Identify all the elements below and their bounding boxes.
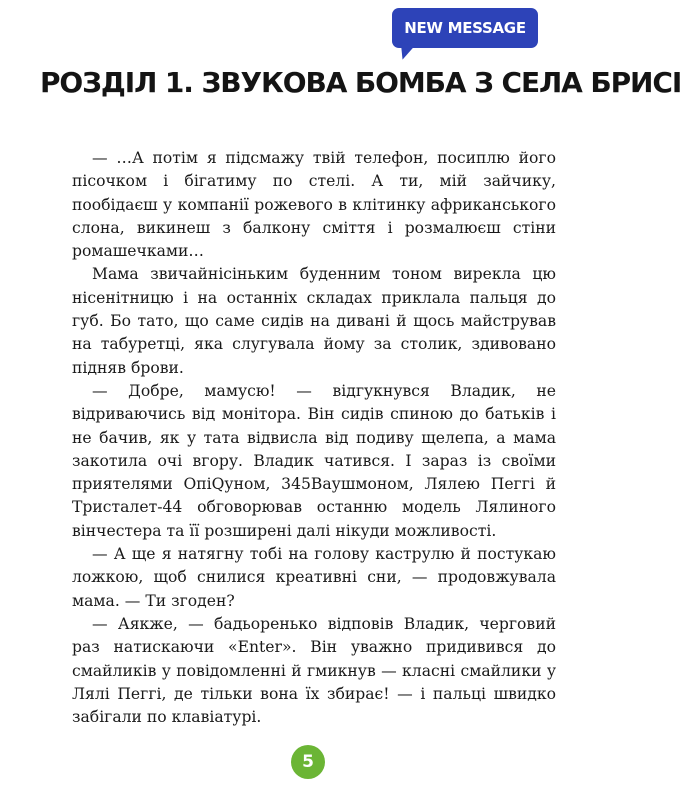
paragraph: — Добре, мамусю! — відгукнувся Владик, не відриваючись від монітора. Він сидів спиною до батьків і не бачив, як у тата відвисла від подиву щелепа, а мама закотила очі вгору. Владик чатився. І зараз із своїми приятелями ОпіQуном, 345Ваушмоном, Лялею Пеггі й Тристалет-44 обговорював останню модель Лялиного вінчестера та її розширені далі нікуди можливості.: [72, 381, 556, 540]
paragraph: Мама звичайнісіньким буденним тоном вирекла цю нісенітницю і на останніх складах приклала пальця до губ. Бо тато, що саме сидів на дивані й щось майстрував на табуретці, яка слугувала йому за столик, здивовано підняв брови.: [72, 265, 556, 377]
paragraph: — А ще я натягну тобі на голову каструлю й постукаю ложкою, щоб снилися креативні сни, — продовжувала мама. — Ти згоден?: [72, 545, 556, 610]
chapter-title: РОЗДІЛ 1. ЗВУКОВА БОМБА З СЕЛА БРИСІ: [40, 66, 681, 99]
paragraph: — …А потім я підсмажу твій телефон, посиплю його пісочком і бігатиму по стелі. А ти, мій зайчику, пообідаєш у компанії рожевого в клітинку африканського слона, викинеш з балкону сміття і розмалюєш стіни ромашечками…: [72, 149, 556, 261]
speech-bubble-tail: [396, 42, 414, 62]
new-message-label: NEW MESSAGE: [404, 19, 526, 37]
paragraph: — Аякже, — бадьоренько відповів Владик, черговий раз натискаючи «Enter». Він уважно придивився до смайликів у повідомленні й гмикнув — класні смайлики у Лялі Пеггі, де тільки вона їх збирає! — і пальці швидко забігали по клавіатурі.: [72, 614, 556, 727]
new-message-badge: [392, 8, 538, 48]
page-number: 5: [291, 745, 325, 779]
chapter-text: [72, 147, 556, 729]
